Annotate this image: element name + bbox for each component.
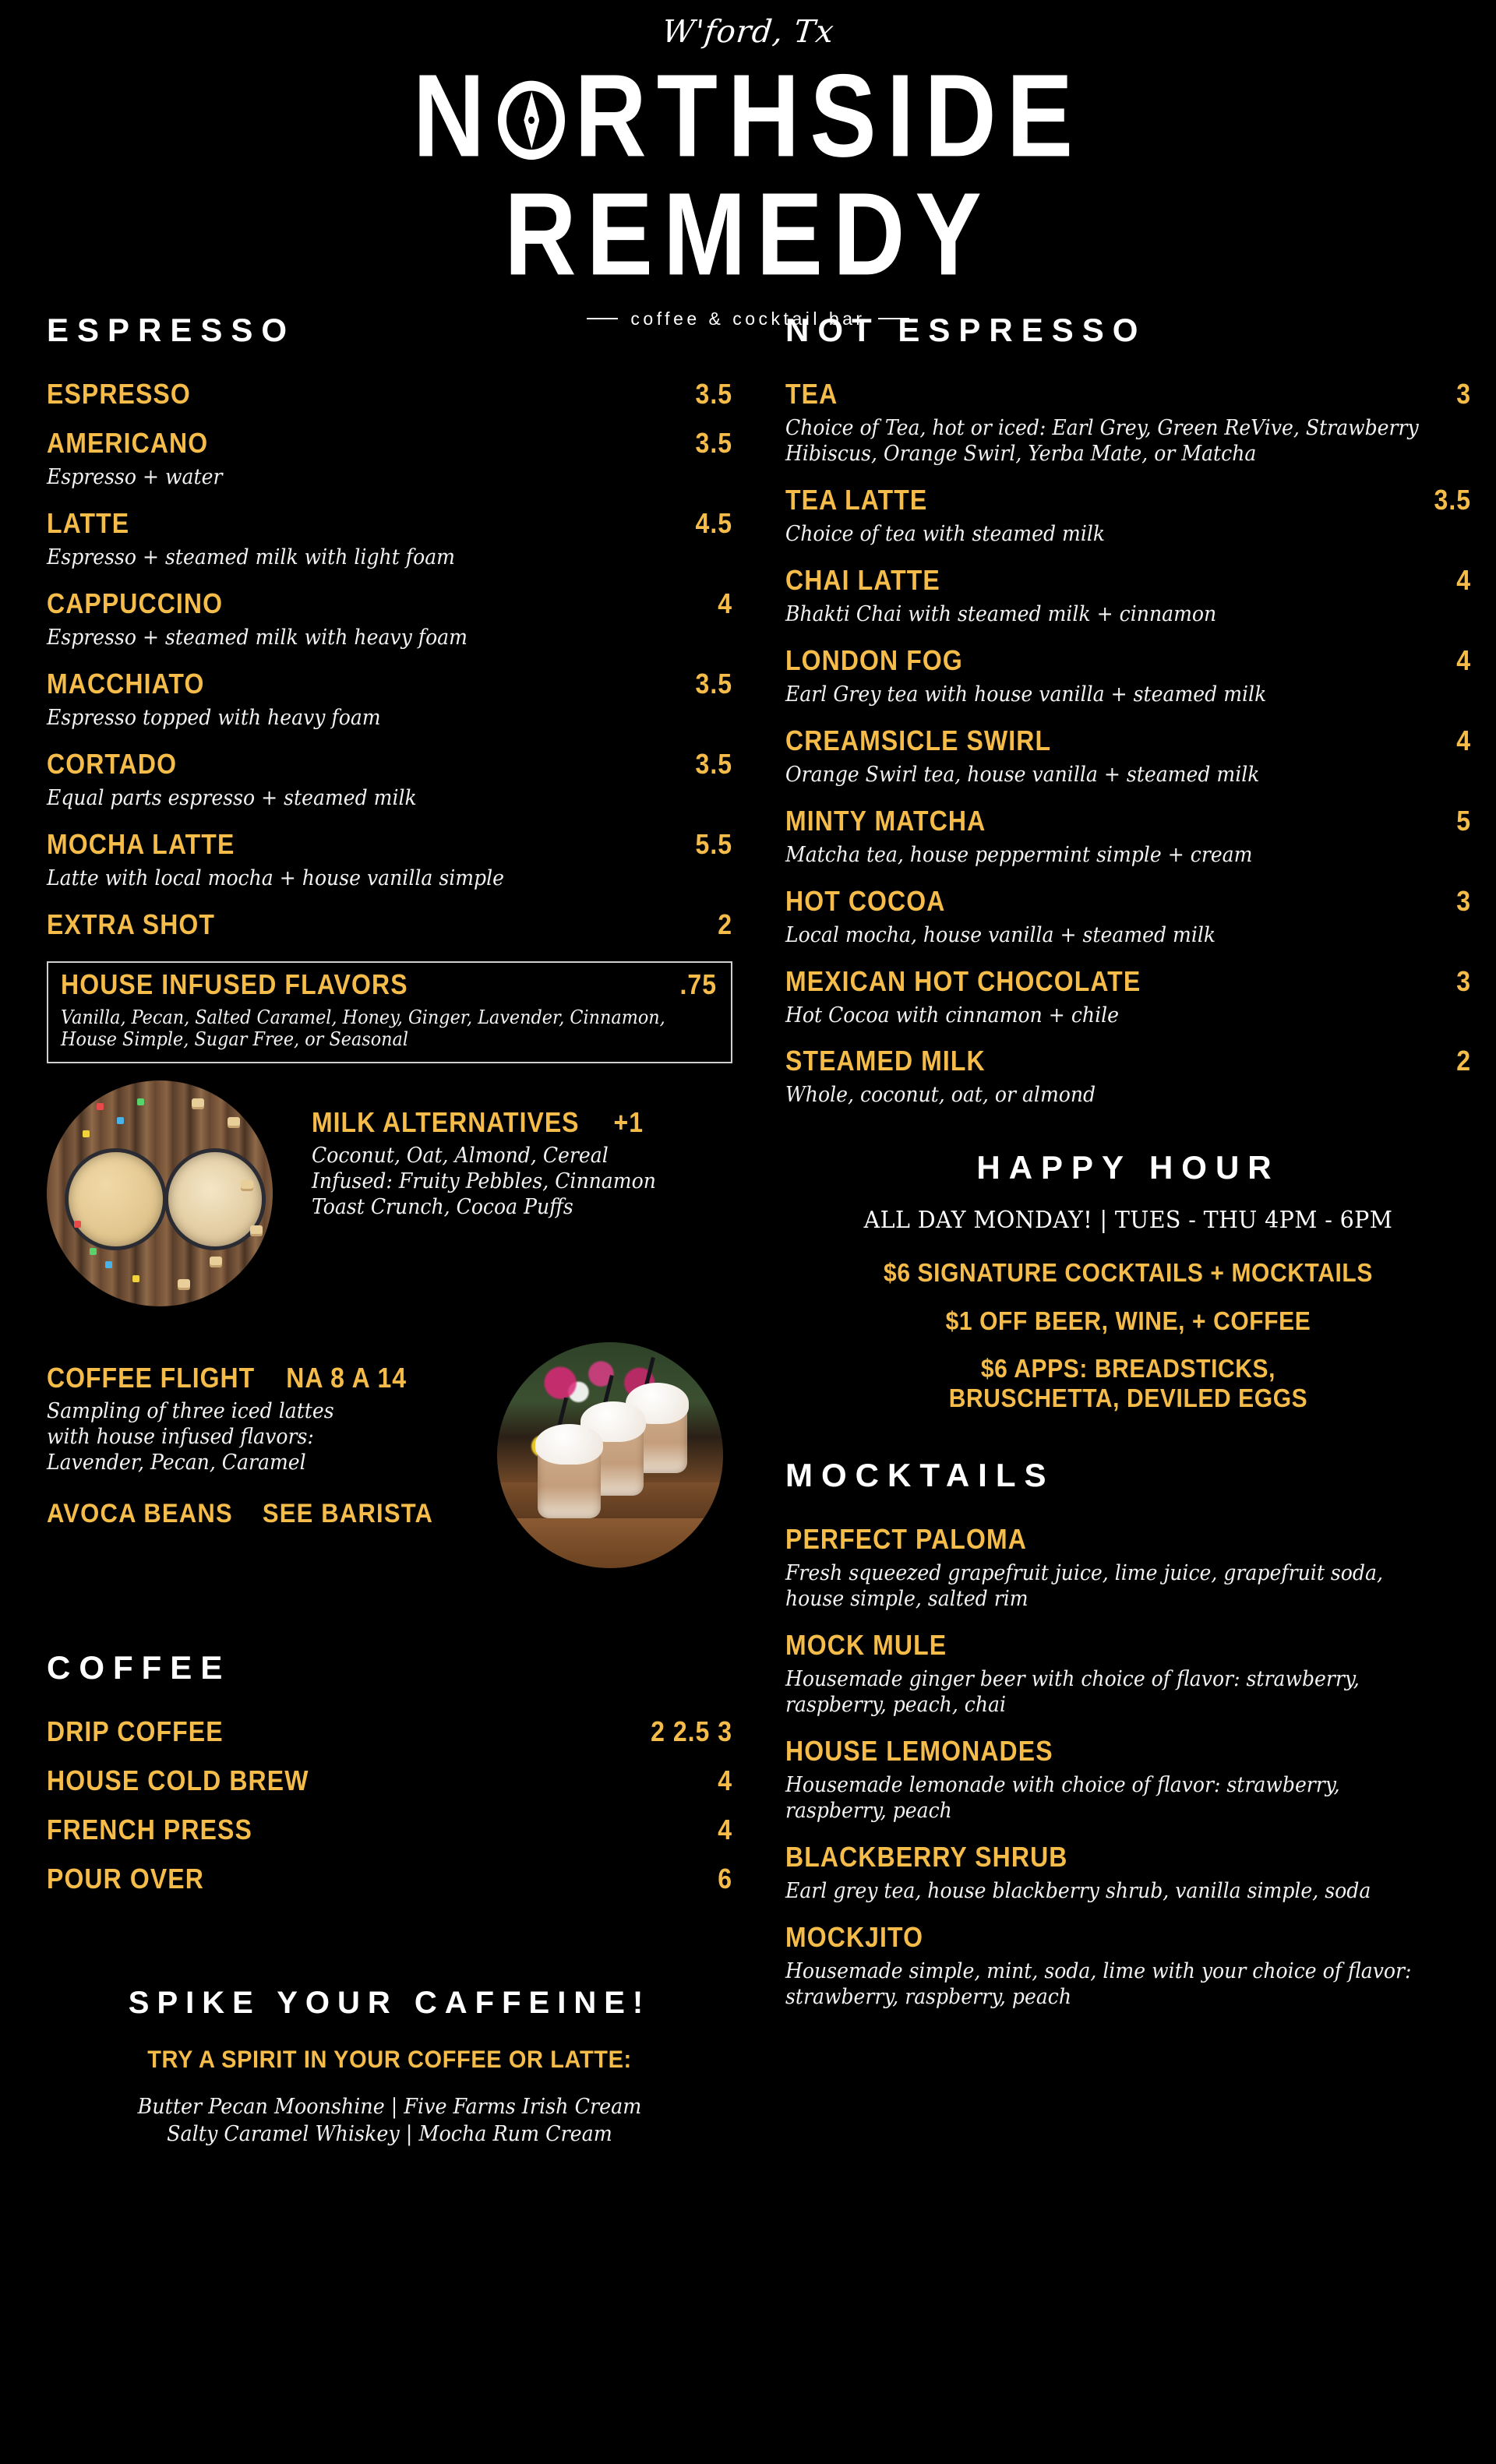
item-name: AMERICANO [47,427,209,459]
city-script-text: W'ford, Tx [660,14,836,50]
menu-item [47,427,732,491]
menu-item [47,748,732,812]
item-description-line-3: Toast Crunch, Cocoa Puffs [312,1195,573,1220]
item-name: CORTADO [47,748,178,780]
item-name: PERFECT PALOMA [785,1523,1027,1556]
item-name: HOUSE LEMONADES [785,1735,1053,1768]
item-description: Espresso + steamed milk with heavy foam [47,625,468,650]
item-name: CAPPUCCINO [47,587,224,619]
item-name: FRENCH PRESS [47,1814,252,1846]
happy-hour-deal-2: $1 OFF BEER, WINE, + COFFEE [945,1307,1311,1336]
item-price: 3 [1456,885,1471,917]
item-description: Espresso + steamed milk with light foam [47,545,455,569]
item-price: 6 [718,1863,732,1895]
item-price: 2 [1456,1045,1471,1077]
item-description: Bhakti Chai with steamed milk + cinnamon [785,601,1217,626]
menu-item [785,564,1471,628]
menu-item [47,507,732,571]
menu-item [785,1045,1471,1109]
item-description: Whole, coconut, oat, or almond [785,1083,1096,1108]
spirits-line-1: Butter Pecan Moonshine | Five Farms Irish Cream [137,2095,642,2120]
item-description-line-1: Coconut, Oat, Almond, Cereal [312,1144,609,1169]
item-price: 5 [1456,805,1471,837]
item-price: .75 [679,968,717,1000]
item-price: 3 [1456,965,1471,997]
item-name: POUR OVER [47,1863,204,1895]
happy-hour-section [785,1149,1471,1413]
item-name: LONDON FOG [785,644,963,676]
item-name: STEAMED MILK [785,1045,986,1077]
item-description: Housemade ginger beer with choice of flavor: strawberry, raspberry, peach, chai [785,1667,1360,1718]
menu-item [785,1921,1471,2011]
item-description: Equal parts espresso + steamed milk [47,785,417,810]
item-name: HOT COCOA [785,885,946,917]
item-price: 4 [1456,644,1471,676]
compass-leaf-icon [498,80,565,159]
item-description: Espresso + water [47,465,223,489]
item-name: COFFEE FLIGHT [47,1362,256,1394]
item-name: MINTY MATCHA [785,805,986,837]
item-description: Choice of Tea, hot or iced: Earl Grey, Green ReVive, Strawberry Hibiscus, Orange Swirl, Yerba Mate, or Matcha [785,416,1419,466]
item-price: 5.5 [695,828,732,860]
item-description: Housemade simple, mint, soda, lime with your choice of flavor: strawberry, raspberry, peach [785,1958,1412,2009]
item-description: Fresh squeezed grapefruit juice, lime juice, grapefruit soda, house simple, salted rim [785,1561,1383,1612]
cereal-milk-bowls-photo [47,1080,273,1306]
menu-item [785,484,1471,548]
item-price: 4.5 [695,507,732,539]
menu-item [47,908,732,941]
spike-title: SPIKE YOUR CAFFEINE! [128,1986,651,2021]
item-name: ESPRESSO [47,378,191,410]
item-name: MACCHIATO [47,668,205,700]
iced-latte-flight-photo [497,1342,723,1568]
menu-item [47,828,732,892]
happy-hour-deal-3a: $6 APPS: BREADSTICKS, [980,1355,1276,1384]
item-description-line-2: Infused: Fruity Pebbles, Cinnamon [312,1169,656,1194]
item-description: Vanilla, Pecan, Salted Caramel, Honey, Ginger, Lavender, Cinnamon, House Simple, Sugar Free, or Seasonal [61,1006,665,1051]
item-name: EXTRA SHOT [47,908,216,940]
item-name: TEA [785,378,838,410]
item-price: 3.5 [695,668,732,700]
item-name: DRIP COFFEE [47,1715,224,1748]
menu-item [785,965,1471,1029]
section-title-coffee: COFFEE [47,1649,231,1687]
item-name: TEA LATTE [785,484,928,516]
menu-item [785,724,1471,788]
menu-item [785,378,1471,467]
menu-header [0,0,1496,330]
happy-hour-deal-1: $6 SIGNATURE COCKTAILS + MOCKTAILS [884,1259,1373,1288]
item-price: 4 [1456,724,1471,756]
item-description: Hot Cocoa with cinnamon + chile [785,1003,1119,1028]
item-price: 4 [1456,564,1471,596]
item-description-line-3: Lavender, Pecan, Caramel [47,1451,306,1475]
avoca-beans-label: AVOCA BEANS [47,1498,233,1528]
item-description-line-2: with house infused flavors: [47,1425,314,1450]
menu-item [47,1764,732,1797]
item-price: 2 2.5 3 [651,1715,732,1748]
item-price: 2 [718,908,732,940]
section-title-mocktails: MOCKTAILS [785,1457,1055,1494]
item-description: Earl grey tea, house blackberry shrub, vanilla simple, soda [785,1879,1371,1903]
item-description-line-1: Sampling of three iced lattes [47,1399,334,1424]
section-title-not-espresso: NOT ESPRESSO [785,312,1147,348]
item-name: MILK ALTERNATIVES [312,1106,580,1139]
menu-item [785,885,1471,949]
item-name: MOCHA LATTE [47,828,235,860]
mocktails-section [785,1457,1471,2010]
menu-item [47,668,732,731]
item-name: BLACKBERRY SHRUB [785,1841,1068,1873]
item-name: MEXICAN HOT CHOCOLATE [785,965,1141,997]
menu-item [47,378,732,411]
item-price: 3 [1456,378,1471,410]
brand-name-line-2: REMEDY [504,168,992,301]
item-description: Housemade lemonade with choice of flavor: strawberry, raspberry, peach [785,1773,1340,1824]
left-column [47,312,732,2148]
milk-alternatives-text [312,1106,732,1221]
milk-alternatives-block [47,1080,732,1314]
menu-item [785,644,1471,708]
item-description: Matcha tea, house peppermint simple + cream [785,842,1253,867]
spike-subtitle: TRY A SPIRIT IN YOUR COFFEE OR LATTE: [147,2046,632,2074]
menu-item [785,1841,1471,1905]
coffee-flight-block [47,1342,732,1576]
item-price: 4 [718,587,732,619]
item-description: Choice of tea with steamed milk [785,521,1106,546]
brand-tagline: coffee & cocktail bar [630,308,866,329]
item-price: 4 [718,1814,732,1846]
menu-item [47,1814,732,1846]
menu-item [785,1629,1471,1718]
menu-item [47,1715,732,1748]
item-description: Latte with local mocha + house vanilla simple [47,865,505,890]
item-description: Local mocha, house vanilla + steamed milk [785,922,1216,947]
item-name: CHAI LATTE [785,564,940,596]
item-price: 3.5 [695,427,732,459]
brand-line1-suffix: RTHSIDE [574,50,1084,182]
coffee-flight-text [47,1362,499,1529]
item-price: NA 8 A 14 [286,1362,408,1394]
item-name: LATTE [47,507,130,539]
item-description: Espresso topped with heavy foam [47,705,381,730]
item-name: MOCK MULE [785,1629,947,1662]
coffee-section [47,1649,732,1895]
item-name: HOUSE INFUSED FLAVORS [61,968,408,1000]
item-description: Earl Grey tea with house vanilla + steamed milk [785,682,1267,707]
item-price: +1 [613,1106,644,1139]
menu-item [785,805,1471,869]
happy-hour-schedule: ALL DAY MONDAY! | TUES - THU 4PM - 6PM [863,1207,1393,1235]
item-name: MOCKJITO [785,1921,924,1953]
menu-item [785,1735,1471,1824]
section-title-espresso: ESPRESSO [47,312,296,348]
brand-name-line-1 [0,50,1496,182]
item-price: 3.5 [1434,484,1471,516]
happy-hour-title: HAPPY HOUR [976,1149,1280,1186]
right-column [785,312,1471,2031]
happy-hour-deal-3b: BRUSCHETTA, DEVILED EGGS [948,1384,1308,1413]
menu-item [47,587,732,651]
menu-item [47,1863,732,1895]
avoca-beans-value: SEE BARISTA [262,1498,434,1528]
item-price: 4 [718,1764,732,1797]
house-infused-flavors-box [47,961,732,1064]
brand-line1-prefix: N [412,50,496,182]
item-name: HOUSE COLD BREW [47,1764,309,1797]
spike-your-caffeine-section [47,1986,732,2148]
spirits-line-2: Salty Caramel Whiskey | Mocha Rum Cream [167,2122,612,2147]
item-name: CREAMSICLE SWIRL [785,724,1052,756]
item-price: 3.5 [695,748,732,780]
item-description: Orange Swirl tea, house vanilla + steamed milk [785,762,1260,787]
menu-item [785,1523,1471,1613]
item-price: 3.5 [695,378,732,410]
